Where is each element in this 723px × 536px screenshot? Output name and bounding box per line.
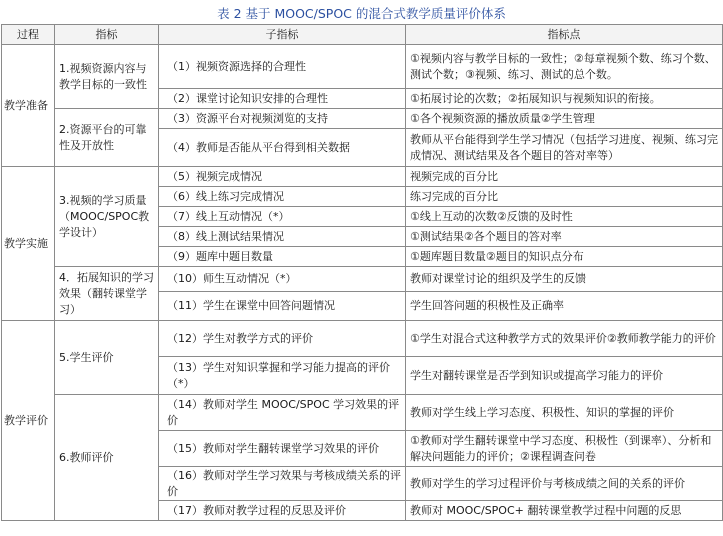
indicator-point-6: 练习完成的百分比 [406, 187, 723, 207]
table-row [2, 45, 723, 89]
sub-indicator-3: （3）资源平台对视频浏览的支持 [159, 109, 406, 129]
indicator-point-7: ①线上互动的次数②反馈的及时性 [406, 207, 723, 227]
table-title: 表 2 基于 MOOC/SPOC 的混合式教学质量评价体系 [217, 6, 506, 21]
sub-indicator-2: （2）课堂讨论知识安排的合理性 [159, 89, 406, 109]
table-row [2, 395, 723, 431]
sub-indicator-1: （1）视频资源选择的合理性 [159, 45, 406, 89]
header-indicator-point: 指标点 [406, 25, 723, 45]
indicator-point-4: 教师从平台能得到学生学习情况（包括学习进度、视频、练习完成情况、测试结果及各个题目的答对率等） [406, 129, 723, 167]
sub-indicator-4: （4）教师是否能从平台得到相关数据 [159, 129, 406, 167]
indicator-point-13: 学生对翻转课堂是否学到知识或提高学习能力的评价 [406, 357, 723, 395]
indicator-point-5: 视频完成的百分比 [406, 167, 723, 187]
indicator-1: 1.视频资源内容与教学目标的一致性 [55, 45, 159, 109]
indicator-3: 3.视频的学习质量（MOOC/SPOC教学设计） [55, 167, 159, 267]
indicator-point-16: 教师对学生的学习过程评价与考核成绩之间的关系的评价 [406, 467, 723, 501]
sub-indicator-7: （7）线上互动情况（*） [159, 207, 406, 227]
header-row [2, 25, 723, 45]
header-indicator: 指标 [55, 25, 159, 45]
sub-indicator-8: （8）线上测试结果情况 [159, 227, 406, 247]
indicator-point-17: 教师对 MOOC/SPOC+ 翻转课堂教学过程中问题的反思 [406, 501, 723, 521]
indicator-point-8: ①测试结果②各个题目的答对率 [406, 227, 723, 247]
table-row [2, 267, 723, 292]
sub-indicator-17: （17）教师对教学过程的反思及评价 [159, 501, 406, 521]
sub-indicator-9: （9）题库中题目数量 [159, 247, 406, 267]
sub-indicator-5: （5）视频完成情况 [159, 167, 406, 187]
indicator-point-2: ①拓展讨论的次数；②拓展知识与视频知识的衔接。 [406, 89, 723, 109]
table-row [2, 167, 723, 187]
indicator-point-11: 学生回答问题的积极性及正确率 [406, 292, 723, 321]
evaluation-table [1, 24, 723, 521]
process-evaluation: 教学评价 [2, 321, 55, 521]
table-row [2, 321, 723, 357]
indicator-point-9: ①题库题目数量②题目的知识点分布 [406, 247, 723, 267]
table-row [2, 109, 723, 129]
header-process: 过程 [2, 25, 55, 45]
indicator-point-15: ①教师对学生翻转课堂中学习态度、积极性（到课率）、分析和解决问题能力的评价；②课程调查问卷 [406, 431, 723, 467]
sub-indicator-6: （6）线上练习完成情况 [159, 187, 406, 207]
sub-indicator-16: （16）教师对学生学习效果与考核成绩关系的评价 [159, 467, 406, 501]
sub-indicator-10: （10）师生互动情况（*） [159, 267, 406, 292]
indicator-5: 5.学生评价 [55, 321, 159, 395]
sub-indicator-11: （11）学生在课堂中回答问题情况 [159, 292, 406, 321]
indicator-6: 6.教师评价 [55, 395, 159, 521]
sub-indicator-12: （12）学生对教学方式的评价 [159, 321, 406, 357]
indicator-point-3: ①各个视频资源的播放质量②学生管理 [406, 109, 723, 129]
indicator-point-14: 教师对学生线上学习态度、积极性、知识的掌握的评价 [406, 395, 723, 431]
indicator-point-1: ①视频内容与教学目标的一致性；②每章视频个数、练习个数、测试个数；③视频、练习、测试的总个数。 [406, 45, 723, 89]
process-implementation: 教学实施 [2, 167, 55, 321]
indicator-point-12: ①学生对混合式这种教学方式的效果评价②教师教学能力的评价 [406, 321, 723, 357]
process-preparation: 教学准备 [2, 45, 55, 167]
indicator-2: 2.资源平台的可靠性及开放性 [55, 109, 159, 167]
sub-indicator-14: （14）教师对学生 MOOC/SPOC 学习效果的评价 [159, 395, 406, 431]
sub-indicator-13: （13）学生对知识掌握和学习能力提高的评价（*） [159, 357, 406, 395]
header-sub-indicator: 子指标 [159, 25, 406, 45]
indicator-point-10: 教师对课堂讨论的组织及学生的反馈 [406, 267, 723, 292]
indicator-4: 4．拓展知识的学习效果（翻转课堂学习） [55, 267, 159, 321]
sub-indicator-15: （15）教师对学生翻转课堂学习效果的评价 [159, 431, 406, 467]
